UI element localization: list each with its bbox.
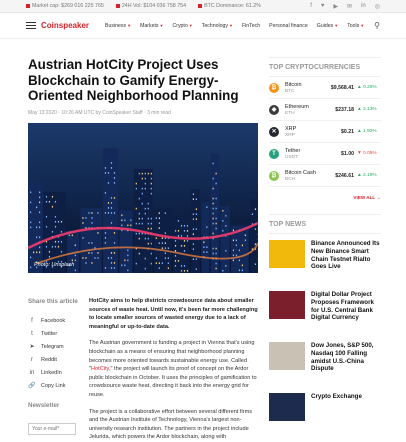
coin-name: Tether <box>285 147 301 154</box>
coin-price: $0.21 <box>341 128 354 135</box>
coin-name: XRP <box>285 125 297 132</box>
instagram-icon[interactable]: ◎ <box>374 3 380 10</box>
chevron-down-icon: ▼ <box>188 22 193 28</box>
main-navigation <box>0 13 406 39</box>
article-paragraph: The project is a collaborative effort between several different firms and the Austrian Institute of Technology, Vienna's largest non-university research institution. The partners in the project include Jelurida, which powers the Ardor blockchain, along with <box>89 408 253 441</box>
news-headline: Digital Dollar Project Proposes Framework for U.S. Central Bank Digital Currency <box>311 291 374 322</box>
newsletter-title: Newsletter <box>28 402 60 409</box>
volume-stat: 24H Vol: $104 036 758 754 <box>116 3 186 9</box>
nav-item[interactable]: Business▼ <box>105 22 132 29</box>
market-cap-stat: Market cap: $269 016 225 765 <box>26 3 104 9</box>
news-thumbnail <box>269 393 305 421</box>
share-label: Reddit <box>41 356 57 363</box>
crypto-row[interactable] <box>269 143 381 165</box>
share-link-button[interactable] <box>28 379 80 392</box>
nav-item[interactable]: Markets▼ <box>140 22 164 29</box>
facebook-icon[interactable]: f <box>310 2 312 9</box>
coin-symbol: BTC <box>285 88 295 94</box>
article-lead: HotCity aims to help districts crowdsource data about smaller sources of waste heat. Until now, it's been far more challenging to locate smaller sources of wasted energy due to a lack of meaningful or up-to-date data. <box>89 298 258 330</box>
article-title: Austrian HotCity Project Uses Blockchain to Gamify Energy-Oriented Neighborhood Planning <box>28 57 239 103</box>
view-all-link[interactable]: VIEW ALL → <box>353 195 381 200</box>
article-paragraph: The Austrian government is funding a project in Vienna that's using blockchain as a means of ensuring that neighborhood planning becomes more oriented towards sustainable energy use. Called "HotCity," the project will launch its proof of concept on the Ardor public blockchain in October. It uses the principles of gamification to crowdsource waste heat, directing it back into the energy grid for reuse. <box>89 340 257 398</box>
nav-menu <box>105 23 364 29</box>
arrow-right-icon: → <box>376 195 381 200</box>
coin-change: ▲ 2.13% <box>357 107 377 112</box>
news-item[interactable] <box>269 240 381 285</box>
youtube-icon[interactable]: ▶ <box>333 3 339 10</box>
coin-name: Bitcoin Cash <box>285 169 316 176</box>
hamburger-menu-icon[interactable] <box>26 22 36 30</box>
share-telegram-button[interactable] <box>28 340 80 353</box>
crypto-row[interactable] <box>269 99 381 121</box>
share-label: Telegram <box>41 343 64 350</box>
share-label: Twitter <box>41 330 58 337</box>
linkedin-icon: in <box>29 369 35 376</box>
news-thumbnail <box>269 342 305 370</box>
coin-symbol: XRP <box>285 132 295 138</box>
share-label: Facebook <box>41 317 66 324</box>
article-main <box>28 57 258 273</box>
top-news-title: TOP NEWS <box>269 214 381 234</box>
coin-symbol: ETH <box>285 110 295 116</box>
crypto-list <box>269 77 381 187</box>
news-thumbnail <box>269 291 305 319</box>
facebook-icon: f <box>31 317 33 324</box>
article-meta: May 13 2020 · 10:26 AM UTC by CoinSpeaker Staff · 3 min read <box>28 109 171 116</box>
coin-price: $9,568.41 <box>330 84 354 91</box>
share-title: Share this article <box>28 298 78 305</box>
coin-icon: ₿ <box>269 83 279 93</box>
coin-change: ▼ 0.05% <box>357 151 377 156</box>
social-links <box>310 3 380 10</box>
market-stats-bar <box>0 0 406 13</box>
chevron-down-icon: ▼ <box>360 22 365 28</box>
telegram-icon: ➤ <box>29 344 35 350</box>
nav-item[interactable]: Technology▼ <box>201 22 233 29</box>
coin-icon: ₿ <box>269 171 279 181</box>
search-icon[interactable]: ⚲ <box>374 21 380 30</box>
hotcity-link[interactable]: HotCity <box>91 366 109 373</box>
crypto-row[interactable] <box>269 165 381 187</box>
link-icon: 🔗 <box>28 383 36 389</box>
share-twitter-button[interactable] <box>28 327 80 340</box>
reddit-icon: r <box>31 356 33 363</box>
news-item[interactable] <box>269 393 381 438</box>
chevron-down-icon: ▼ <box>127 22 132 28</box>
coin-icon: ✕ <box>269 127 279 137</box>
share-label: Copy Link <box>41 382 66 389</box>
coin-name: Ethereum <box>285 103 309 110</box>
linkedin-icon[interactable]: in <box>361 2 366 9</box>
chevron-down-icon: ▼ <box>228 22 233 28</box>
dominance-stat: BTC Dominance: 61.2% <box>198 3 261 9</box>
nav-item[interactable]: Personal finance <box>269 22 308 29</box>
coin-price: $246.61 <box>335 172 354 179</box>
chevron-down-icon: ▼ <box>334 22 339 28</box>
nav-item[interactable]: Crypto▼ <box>172 22 193 29</box>
news-headline: Binance Announced Its New Binance Smart Chain Testnet Rialto Goes Live <box>311 240 380 271</box>
telegram-icon[interactable]: ✉ <box>347 3 353 10</box>
coin-change: ▲ 1.92% <box>357 129 377 134</box>
coin-change: ▲ 2.19% <box>357 173 377 178</box>
bitcoin-icon <box>198 4 202 8</box>
share-label: LinkedIn <box>41 369 62 376</box>
crypto-row[interactable] <box>269 121 381 143</box>
top-crypto-title: TOP CRYPTOCURRENCIES <box>269 57 381 77</box>
volume-icon <box>116 4 120 8</box>
crypto-row[interactable] <box>269 77 381 99</box>
newsletter-email-input[interactable] <box>28 423 76 435</box>
share-list <box>28 314 80 392</box>
news-headline: Crypto Exchange <box>311 393 362 400</box>
coin-name: Bitcoin <box>285 81 302 88</box>
news-list <box>269 240 381 438</box>
coin-icon: ◆ <box>269 105 279 115</box>
news-item[interactable] <box>269 291 381 336</box>
share-linkedin-button[interactable] <box>28 366 80 379</box>
nav-item[interactable]: Guides▼ <box>316 22 339 29</box>
sidebar <box>269 57 381 438</box>
nav-item[interactable]: FinTech <box>241 22 261 29</box>
article-body <box>89 297 260 442</box>
share-facebook-button[interactable] <box>28 314 80 327</box>
coin-icon: T <box>269 149 279 159</box>
coin-price: $237.18 <box>335 106 354 113</box>
share-reddit-button[interactable] <box>28 353 80 366</box>
news-headline: Dow Jones, S&P 500, Nasdaq 100 Falling amidst U.S.-China Dispute <box>311 342 374 373</box>
share-panel <box>28 297 80 435</box>
site-logo[interactable]: Coinspeaker <box>41 21 90 30</box>
chevron-down-icon: ▼ <box>159 22 164 28</box>
news-item[interactable] <box>269 342 381 387</box>
chart-icon <box>26 4 30 8</box>
twitter-icon: t <box>31 330 33 337</box>
coin-symbol: USDT <box>285 154 299 160</box>
news-thumbnail <box>269 240 305 268</box>
heart-icon[interactable]: ♥ <box>320 2 325 9</box>
article-hero-image <box>28 123 258 273</box>
coin-price: $1.00 <box>341 150 354 157</box>
city-night-illustration <box>28 123 258 273</box>
coin-symbol: BCH <box>285 176 296 182</box>
image-caption: Photo: Unsplash <box>34 261 75 268</box>
nav-item[interactable]: Tools▼ <box>347 22 365 29</box>
coin-change: ▲ 0.26% <box>357 85 377 90</box>
